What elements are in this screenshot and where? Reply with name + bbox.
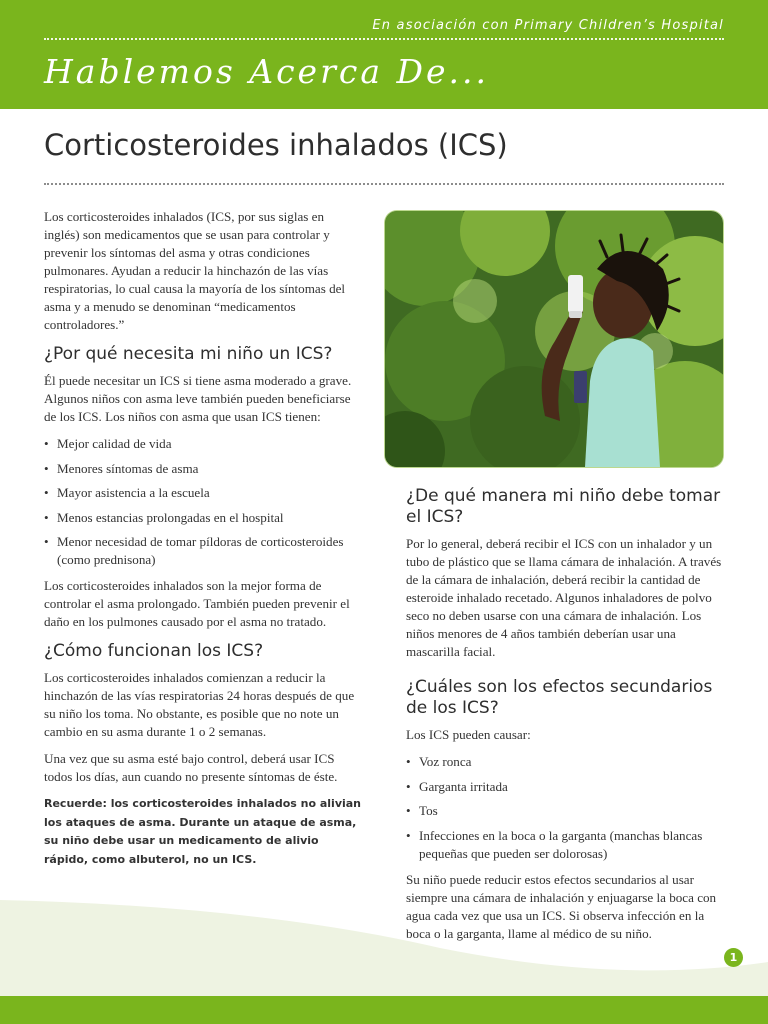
list-item: • Infecciones en la boca o la garganta (manchas blancas pequeñas que pueden ser dolorosas) (406, 827, 724, 863)
list-item: • Garganta irritada (406, 778, 724, 796)
decorative-wave (0, 900, 768, 996)
side-effects-list (406, 753, 724, 863)
list-item: • Menor necesidad de tomar píldoras de corticosteroides (como prednisona) (44, 533, 362, 569)
how-work-paragraph-1: Los corticosteroides inhalados comienzan a reducir la hinchazón de las vías respiratorias 24 horas después de que su niño los toma. No obstante, es posible que no note un cambio en su asma durante 1 o 2 semanas. (44, 670, 355, 739)
how-take-heading: ¿De qué manera mi niño debe tomar el ICS? (406, 486, 721, 527)
why-paragraph: Él puede necesitar un ICS si tiene asma moderado a grave. Algunos niños con asma leve también pueden beneficiarse de los ICS. Los niños con asma que usan ICS tienen: (44, 373, 352, 424)
why-heading: ¿Por qué necesita mi niño un ICS? (44, 344, 333, 364)
photo-illustration (385, 211, 723, 467)
child-using-inhaler-photo (385, 211, 723, 467)
benefits-list (44, 435, 362, 569)
title-dotted-divider (44, 183, 724, 185)
footer-bar (0, 996, 768, 1024)
page-number-badge: 1 (724, 948, 743, 967)
side-effects-heading: ¿Cuáles son los efectos secundarios de los ICS? (406, 677, 713, 718)
side-effects-intro: Los ICS pueden causar: (406, 727, 531, 742)
why-after-paragraph: Los corticosteroides inhalados son la mejor forma de controlar el asma prolongado. También pueden prevenir el daño en los pulmones causado por el asma no tratado. (44, 578, 350, 629)
how-work-heading: ¿Cómo funcionan los ICS? (44, 641, 264, 661)
left-column (44, 208, 362, 869)
intro-paragraph: Los corticosteroides inhalados (ICS, por sus siglas en inglés) son medicamentos que se usan para controlar y prevenir los síntomas del asma y otras condiciones pulmonares. Ayudan a reducir la hinchazón de las vías respiratorias, lo cual causa la mayoría de los síntomas del asma y a menudo se denominan “medicamentos controladores.” (44, 209, 346, 332)
partner-line: En asociación con Primary Children’s Hospital (372, 18, 724, 33)
how-take-paragraph: Por lo general, deberá recibir el ICS con un inhalador y un tubo de plástico que se llama cámara de inhalación. A través de la cámara de inhalación, deberá recibir la cantidad de esteroide inhalado recetado. Algunos inhaladores de polvo seco no deben usarse con una cámara de inhalación. Los niños menores de 4 años también deberían usar una mascarilla facial. (406, 536, 722, 659)
list-item: • Voz ronca (406, 753, 724, 771)
list-item: • Menores síntomas de asma (44, 460, 362, 478)
list-item: • Mejor calidad de vida (44, 435, 362, 453)
right-column (406, 486, 724, 952)
how-work-paragraph-2: Una vez que su asma esté bajo control, deberá usar ICS todos los días, aun cuando no presente síntomas de éste. (44, 751, 338, 784)
page-title: Corticosteroides inhalados (ICS) (44, 128, 508, 162)
header-dotted-divider (44, 38, 724, 40)
header-banner (0, 0, 768, 109)
side-effects-paragraph: Su niño puede reducir estos efectos secundarios al usar siempre una cámara de inhalación y enjuagarse la boca con agua cada vez que usa un ICS. Si observa infección en la boca o la garganta, llame al médico de su niño. (406, 871, 717, 941)
remember-note: Recuerde: los corticosteroides inhalados no alivian los ataques de asma. Durante un ataque de asma, su niño debe usar un medicamento de alivio rápido, como albuterol, no un ICS. (44, 797, 362, 866)
list-item: • Menos estancias prolongadas en el hospital (44, 509, 362, 527)
list-item: • Mayor asistencia a la escuela (44, 484, 362, 502)
list-item: • Tos (406, 802, 724, 820)
series-title: Hablemos Acerca De... (44, 52, 489, 91)
